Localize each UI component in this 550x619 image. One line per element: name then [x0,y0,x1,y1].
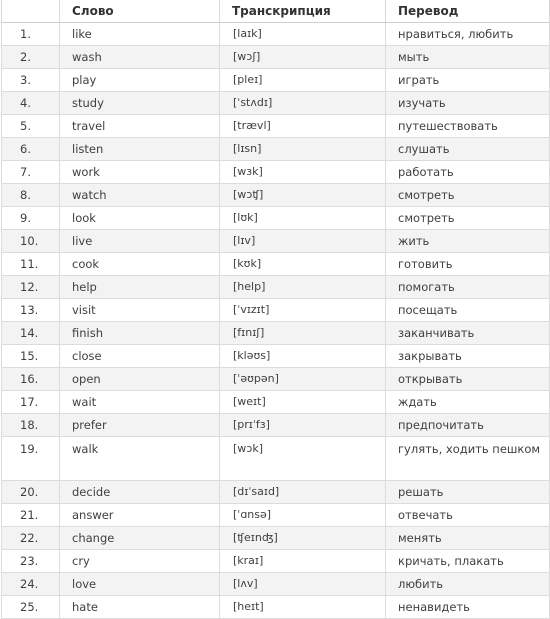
header-number [2,0,60,23]
table-row [2,184,550,207]
table-row [2,138,550,161]
table-row [2,46,550,69]
row-number-cell: 8. [2,184,60,207]
row-number-cell: 17. [2,391,60,414]
row-number-cell: 13. [2,299,60,322]
transcription-cell: [kraɪ] [220,550,386,573]
row-number-cell: 16. [2,368,60,391]
translation-cell: открывать [386,368,550,391]
word-cell: travel [60,115,220,138]
table-body [2,23,550,619]
transcription-cell: [lɪsn] [220,138,386,161]
row-number-cell: 14. [2,322,60,345]
transcription-cell: [ˈɑnsə] [220,504,386,527]
vocabulary-table [1,0,550,619]
transcription-cell: [lɪv] [220,230,386,253]
translation-cell: помогать [386,276,550,299]
word-cell: close [60,345,220,368]
row-number-cell: 23. [2,550,60,573]
transcription-cell: [trævl] [220,115,386,138]
word-cell: love [60,573,220,596]
translation-cell: играть [386,69,550,92]
translation-cell: изучать [386,92,550,115]
word-cell: look [60,207,220,230]
word-cell: prefer [60,414,220,437]
transcription-cell: [lʌv] [220,573,386,596]
row-number-cell: 19. [2,437,60,481]
table-row [2,550,550,573]
row-number-cell: 21. [2,504,60,527]
table-row [2,504,550,527]
translation-cell: ненавидеть [386,596,550,619]
translation-cell: слушать [386,138,550,161]
translation-cell: решать [386,481,550,504]
word-cell: decide [60,481,220,504]
word-cell: open [60,368,220,391]
transcription-cell: [ˈstʌdɪ] [220,92,386,115]
header-translation: Перевод [386,0,550,23]
translation-cell: мыть [386,46,550,69]
transcription-cell: [wɔʧ] [220,184,386,207]
transcription-cell: [kləʊs] [220,345,386,368]
table-row [2,69,550,92]
table-row [2,414,550,437]
table-row [2,391,550,414]
word-cell: answer [60,504,220,527]
transcription-cell: [wɔk] [220,437,386,481]
transcription-cell: [weɪt] [220,391,386,414]
row-number-cell: 25. [2,596,60,619]
translation-cell: смотреть [386,184,550,207]
row-number-cell: 9. [2,207,60,230]
translation-cell: гулять, ходить пешком [386,437,550,481]
word-cell: cook [60,253,220,276]
row-number-cell: 20. [2,481,60,504]
translation-cell: готовить [386,253,550,276]
transcription-cell: [laɪk] [220,23,386,46]
translation-cell: посещать [386,299,550,322]
translation-cell: жить [386,230,550,253]
table-row [2,322,550,345]
table-row [2,115,550,138]
translation-cell: путешествовать [386,115,550,138]
word-cell: wait [60,391,220,414]
row-number-cell: 7. [2,161,60,184]
transcription-cell: [wɔʃ] [220,46,386,69]
table-row [2,23,550,46]
translation-cell: работать [386,161,550,184]
table-row [2,92,550,115]
translation-cell: кричать, плакать [386,550,550,573]
word-cell: like [60,23,220,46]
word-cell: live [60,230,220,253]
transcription-cell: [help] [220,276,386,299]
transcription-cell: [ˈəʊpən] [220,368,386,391]
table-row [2,573,550,596]
transcription-cell: [ˈvɪzɪt] [220,299,386,322]
transcription-cell: [pleɪ] [220,69,386,92]
row-number-cell: 3. [2,69,60,92]
table-row [2,596,550,619]
row-number-cell: 4. [2,92,60,115]
word-cell: help [60,276,220,299]
table-row [2,207,550,230]
table-row [2,230,550,253]
translation-cell: смотреть [386,207,550,230]
transcription-cell: [dɪˈsaɪd] [220,481,386,504]
translation-cell: заканчивать [386,322,550,345]
table-row [2,481,550,504]
word-cell: change [60,527,220,550]
word-cell: finish [60,322,220,345]
transcription-cell: [prɪˈfɜ] [220,414,386,437]
word-cell: study [60,92,220,115]
translation-cell: предпочитать [386,414,550,437]
word-cell: wash [60,46,220,69]
table-row [2,253,550,276]
translation-cell: отвечать [386,504,550,527]
row-number-cell: 12. [2,276,60,299]
table-row [2,368,550,391]
table-row [2,299,550,322]
word-cell: play [60,69,220,92]
header-word: Слово [60,0,220,23]
transcription-cell: [lʊk] [220,207,386,230]
transcription-cell: [ʧeɪnʤ] [220,527,386,550]
table-row [2,437,550,481]
row-number-cell: 22. [2,527,60,550]
row-number-cell: 10. [2,230,60,253]
row-number-cell: 2. [2,46,60,69]
word-cell: visit [60,299,220,322]
translation-cell: любить [386,573,550,596]
row-number-cell: 18. [2,414,60,437]
header-transcription: Транскрипция [220,0,386,23]
table-row [2,161,550,184]
word-cell: listen [60,138,220,161]
word-cell: work [60,161,220,184]
row-number-cell: 24. [2,573,60,596]
row-number-cell: 5. [2,115,60,138]
transcription-cell: [kʊk] [220,253,386,276]
word-cell: cry [60,550,220,573]
word-cell: walk [60,437,220,481]
table-row [2,527,550,550]
transcription-cell: [fɪnɪʃ] [220,322,386,345]
translation-cell: ждать [386,391,550,414]
row-number-cell: 6. [2,138,60,161]
table-row [2,345,550,368]
translation-cell: менять [386,527,550,550]
table-header-row [2,0,550,23]
transcription-cell: [wɜk] [220,161,386,184]
row-number-cell: 1. [2,23,60,46]
transcription-cell: [heɪt] [220,596,386,619]
table-row [2,276,550,299]
word-cell: watch [60,184,220,207]
row-number-cell: 15. [2,345,60,368]
row-number-cell: 11. [2,253,60,276]
translation-cell: закрывать [386,345,550,368]
translation-cell: нравиться, любить [386,23,550,46]
word-cell: hate [60,596,220,619]
